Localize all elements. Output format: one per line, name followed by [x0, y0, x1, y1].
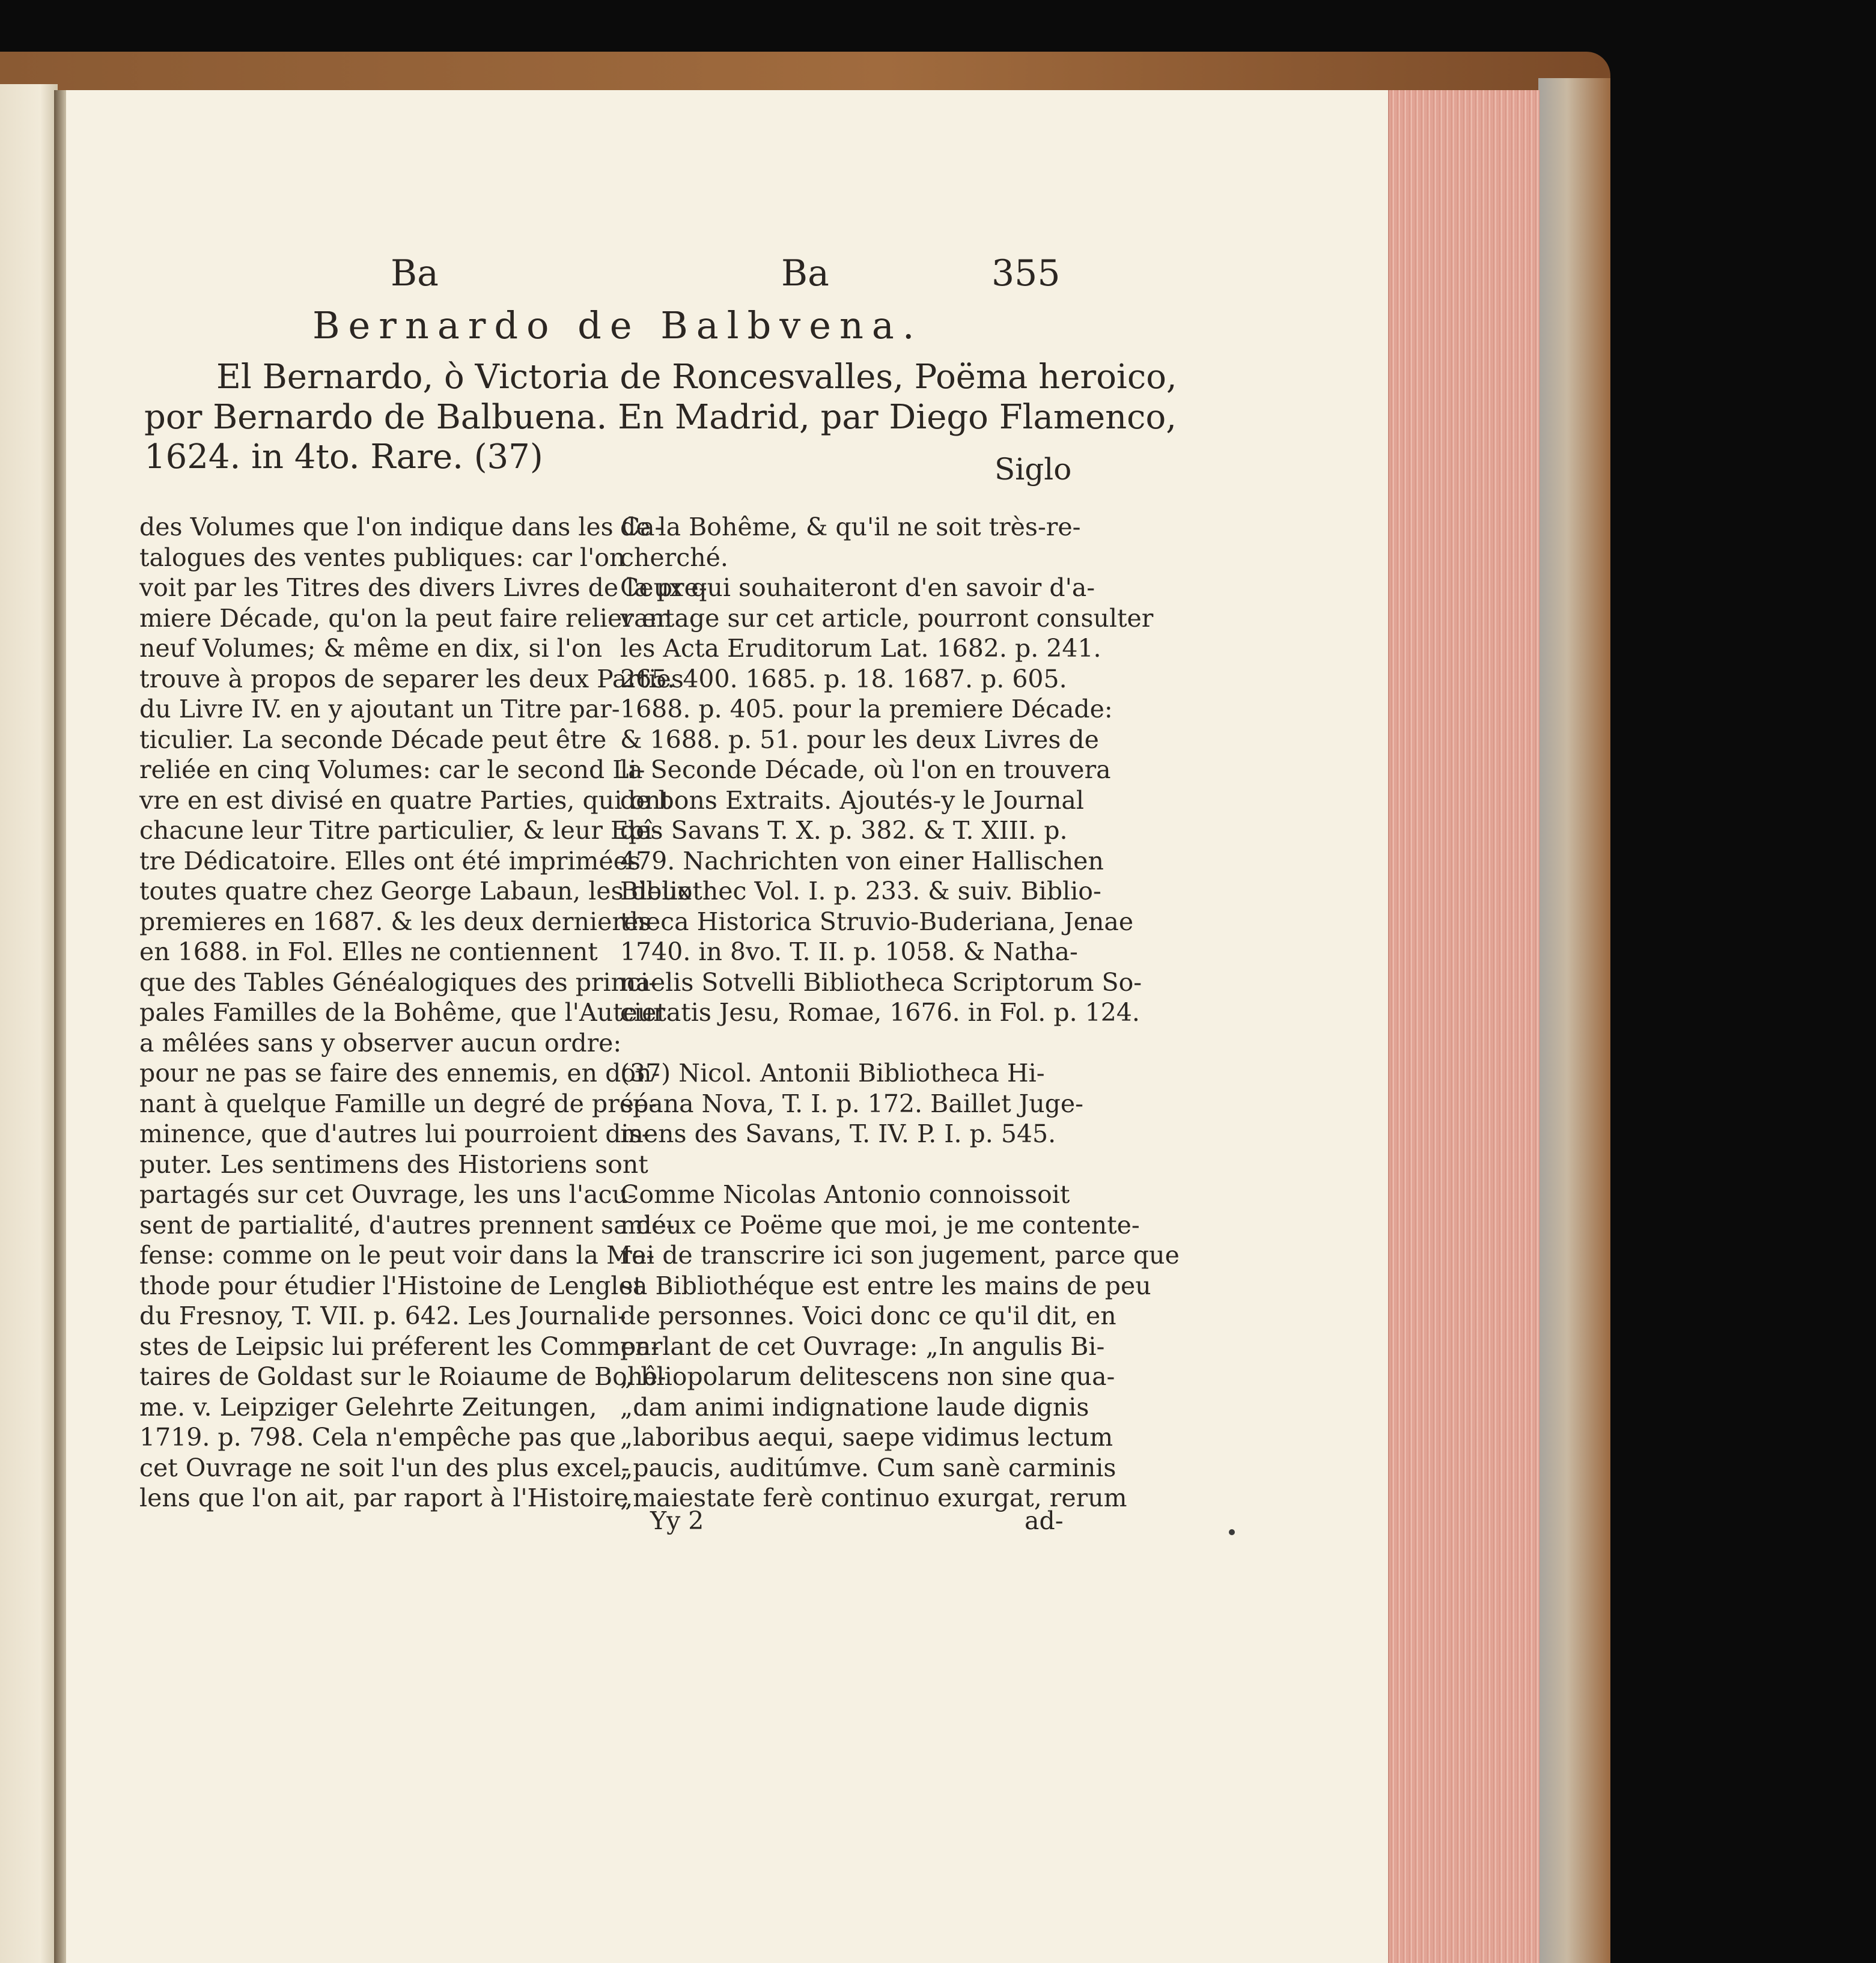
text-line: Ceux qui souhaiteront d'en savoir d'a- — [620, 573, 1095, 602]
text-line: de la Bohême, & qu'il ne soit très-re- — [620, 513, 1081, 541]
text-line: „maiestate ferè continuo exurgat, rerum — [620, 1484, 1127, 1512]
text-line: mieux ce Poëme que moi, je me contente- — [620, 1210, 1140, 1240]
text-line: partagés sur cet Ouvrage, les uns l'acu- — [139, 1180, 636, 1209]
binding-edge — [1538, 78, 1610, 1963]
text-line: tre Dédicatoire. Elles ont été imprimées — [139, 846, 641, 875]
text-line: en 1688. in Fol. Elles ne contiennent — [139, 937, 598, 966]
running-head-center: Ba — [781, 252, 829, 294]
text-line: des Volumes que l'on indique dans les Ca- — [139, 513, 663, 541]
page-gutter — [54, 90, 66, 1963]
text-line: fense: comme on le peut voir dans la Me- — [139, 1241, 655, 1270]
text-line: stes de Leipsic lui préferent les Commen- — [139, 1331, 660, 1361]
text-line: talogues des ventes publiques: car l'on — [139, 543, 626, 572]
text-line: lens que l'on ait, par raport à l'Histoire — [139, 1484, 629, 1512]
text-line: reliée en cinq Volumes: car le second Li- — [139, 755, 645, 784]
text-line: Comme Nicolas Antonio connoissoit — [620, 1180, 1070, 1209]
text-line: cet Ouvrage ne soit l'un des plus excel- — [139, 1453, 630, 1482]
text-line: pour ne pas se faire des ennemis, en don- — [139, 1059, 660, 1088]
text-line: 265. 400. 1685. p. 18. 1687. p. 605. — [620, 664, 1067, 693]
text-line: des Savans T. X. p. 382. & T. XIII. p. — [620, 816, 1068, 845]
signature-mark: Yy 2 — [650, 1506, 704, 1535]
text-line: & 1688. p. 51. pour les deux Livres de — [620, 725, 1099, 754]
text-line: pales Familles de la Bohême, que l'Auteur — [139, 998, 665, 1027]
text-line: du Livre IV. en y ajoutant un Titre par- — [139, 695, 620, 723]
entry-title-line-2: por Bernardo de Balbuena. En Madrid, par Diego Flamenco, — [144, 398, 1177, 437]
text-line: voit par les Titres des divers Livres de la pre- — [139, 573, 707, 602]
entry-author: Bernardo de Balbvena. — [312, 303, 923, 347]
paragraph-gap — [620, 1028, 1065, 1059]
text-line: parlant de cet Ouvrage: „In angulis Bi- — [620, 1331, 1105, 1361]
text-line: „paucis, auditúmve. Cum sanè carminis — [620, 1453, 1116, 1482]
page-edges — [1388, 90, 1539, 1963]
text-line: trouve à propos de separer les deux Parties — [139, 664, 684, 693]
footnote-line: mens des Savans, T. IV. P. I. p. 545. — [620, 1119, 1056, 1148]
text-line: premieres en 1687. & les deux dernieres — [139, 907, 651, 936]
text-line: sa Bibliothéque est entre les mains de peu — [620, 1271, 1151, 1300]
text-line: du Fresnoy, T. VII. p. 642. Les Journali- — [139, 1301, 626, 1330]
text-line: chacune leur Titre particulier, & leur Epî- — [139, 816, 661, 845]
text-line: les Acta Eruditorum Lat. 1682. p. 241. — [620, 634, 1101, 663]
ink-spot — [1229, 1529, 1235, 1535]
text-line: „ bliopolarum delitescens non sine qua- — [620, 1362, 1115, 1391]
text-line: cherché. — [620, 543, 728, 572]
text-line: 1719. p. 798. Cela n'empêche pas que — [139, 1423, 616, 1452]
text-line: ticulier. La seconde Décade peut être — [139, 725, 607, 754]
right-text-column — [620, 512, 1180, 1514]
text-line: toutes quatre chez George Labaun, les deux — [139, 877, 692, 905]
text-line: vre en est divisé en quatre Parties, qui ont — [139, 785, 671, 815]
paragraph-gap — [620, 1149, 1065, 1180]
text-line: sent de partialité, d'autres prennent sa dé- — [139, 1210, 675, 1240]
text-line: „dam animi indignatione laude dignis — [620, 1392, 1089, 1422]
text-line: minence, que d'autres lui pourroient dis- — [139, 1119, 650, 1148]
text-line: Bibliothec Vol. I. p. 233. & suiv. Biblio- — [620, 877, 1101, 905]
text-line: me. v. Leipziger Gelehrte Zeitungen, — [139, 1392, 597, 1422]
text-line: cietatis Jesu, Romae, 1676. in Fol. p. 124. — [620, 998, 1140, 1027]
catchword-top: Siglo — [994, 452, 1072, 487]
catchword-bottom: ad- — [1025, 1506, 1064, 1535]
facing-page-edge — [0, 84, 58, 1963]
text-line: thode pour étudier l'Histoine de Lenglet — [139, 1271, 644, 1300]
text-line: a mêlées sans y observer aucun ordre: — [139, 1028, 622, 1058]
text-line: nant à quelque Famille un degré de préé- — [139, 1089, 657, 1118]
text-line: rai de transcrire ici son jugement, parce que — [620, 1241, 1180, 1270]
text-line: 479. Nachrichten von einer Hallischen — [620, 846, 1104, 875]
text-line: naelis Sotvelli Bibliotheca Scriptorum So- — [620, 967, 1142, 997]
text-line: theca Historica Struvio-Buderiana, Jenae — [620, 907, 1134, 936]
footnote-line: (37) Nicol. Antonii Bibliotheca Hi- — [620, 1059, 1045, 1088]
text-line: vantage sur cet article, pourront consulter — [620, 603, 1154, 633]
footnote-line: spana Nova, T. I. p. 172. Baillet Juge- — [620, 1089, 1084, 1118]
running-head-left: Ba — [391, 252, 439, 294]
entry-title-line-1: El Bernardo, ò Victoria de Roncesvalles, Poëma heroico, — [216, 358, 1177, 397]
text-line: miere Décade, qu'on la peut faire relier en — [139, 603, 672, 633]
text-line: de bons Extraits. Ajoutés-y le Journal — [620, 785, 1084, 815]
text-line: „laboribus aequi, saepe vidimus lectum — [620, 1423, 1113, 1452]
page-number: 355 — [991, 252, 1061, 294]
text-line: la Seconde Décade, où l'on en trouvera — [620, 755, 1111, 784]
text-line: que des Tables Généalogiques des princi- — [139, 967, 657, 997]
text-line: puter. Les sentimens des Historiens sont — [139, 1149, 648, 1179]
text-line: 1740. in 8vo. T. II. p. 1058. & Natha- — [620, 937, 1078, 966]
text-line: de personnes. Voici donc ce qu'il dit, en — [620, 1301, 1116, 1330]
text-line: neuf Volumes; & même en dix, si l'on — [139, 634, 603, 663]
entry-title-line-3: 1624. in 4to. Rare. (37) — [144, 437, 543, 476]
text-line: 1688. p. 405. pour la premiere Décade: — [620, 695, 1113, 723]
text-line: taires de Goldast sur le Roiaume de Bohê- — [139, 1362, 666, 1391]
